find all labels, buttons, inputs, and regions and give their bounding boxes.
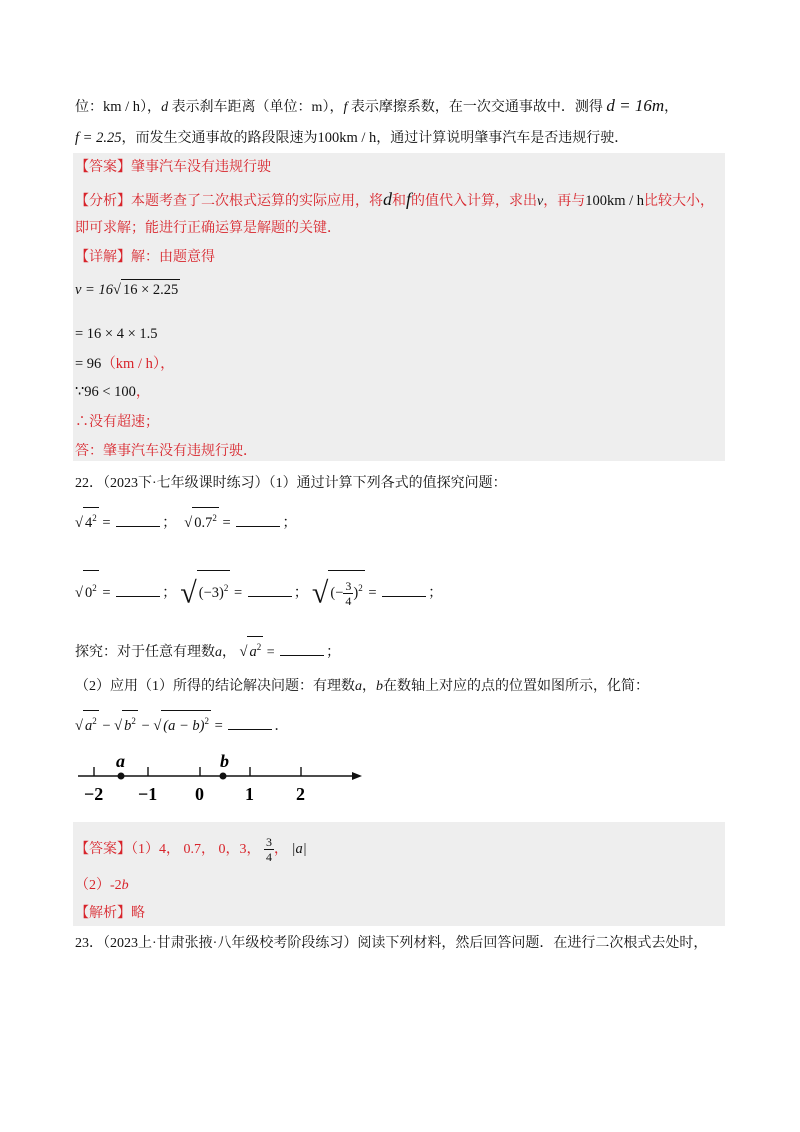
sqrt-sign: √ — [75, 717, 83, 734]
answer-label: 【答案】 — [75, 160, 131, 175]
intro-line-1 — [75, 96, 678, 118]
text: 位： — [75, 100, 103, 115]
text: 表示摩擦系数，在一次交通事故中．测得 — [347, 100, 607, 115]
var-d: d — [161, 100, 169, 115]
text: ， — [222, 644, 236, 660]
sqrt-sign: √ — [311, 576, 329, 610]
blank[interactable] — [116, 583, 160, 597]
point-a — [118, 773, 125, 780]
text: （2）应用（1）所得的结论解决问题：有理数 — [75, 679, 355, 694]
frac-num: 3 — [345, 579, 352, 593]
text: 略 — [131, 906, 145, 921]
step-5 — [75, 413, 159, 433]
text: 表示刹车距离（单位：m）， — [168, 100, 344, 115]
radicand: 16 × 2.25 — [121, 279, 180, 300]
tick-label: −1 — [138, 784, 158, 804]
abs-a: |a| — [291, 841, 307, 857]
analysis-line-2 — [75, 219, 341, 239]
analysis-label: 【分析】 — [75, 194, 131, 209]
var-d: d — [383, 189, 392, 209]
text: 的值代入计算，求出 — [411, 194, 538, 209]
q22-answer-2 — [75, 876, 129, 896]
q22-row-1: √ $4^2$ = ； √ $0.7^2$ = ； — [75, 507, 297, 533]
tick-label: 1 — [245, 784, 254, 804]
frac-num: 3 — [266, 835, 272, 850]
frac-den: 4 — [266, 850, 272, 865]
detail-line — [75, 248, 215, 268]
frac-den: 4 — [345, 594, 352, 608]
var-a: a — [215, 644, 222, 660]
sqrt-sign: √ — [184, 514, 193, 531]
step-3 — [75, 354, 175, 374]
text: 22．（2023下·七年级课时练习）（1）通过计算下列各式的值探究问题： — [75, 476, 507, 491]
speed: 100km / h — [585, 193, 645, 209]
math-d: d = 16m — [606, 96, 665, 115]
text: ，再与 — [543, 194, 586, 209]
q22-stem — [75, 474, 507, 494]
q23-stem — [75, 934, 707, 954]
intro-line-2 — [75, 128, 628, 149]
text: ，而发生交通事故的路段限速为 — [121, 131, 318, 146]
q22-answer-line — [75, 834, 307, 865]
radicand: 0 — [84, 584, 93, 601]
blank[interactable] — [236, 513, 280, 527]
text: ， — [362, 679, 376, 694]
text: 比较大小， — [644, 194, 715, 209]
unit: km / h — [103, 99, 141, 115]
var-a: a — [355, 679, 362, 694]
radicand: a — [249, 643, 257, 660]
tick-label: −2 — [84, 784, 104, 804]
text: 23．（2023上·甘肃张掖·八年级校考阶段练习）阅读下列材料，然后回答问题．在进行二次根式去处时， — [75, 936, 708, 951]
sqrt-sign: √ — [112, 282, 121, 298]
text: 答：肇事汽车没有违规行驶． — [75, 444, 257, 459]
answer-text: （1）4， 0.7， 0，3， — [131, 842, 261, 857]
blank[interactable] — [116, 513, 160, 527]
text: ，通过计算说明肇事汽车是否违规行驶． — [376, 131, 629, 146]
text: ， — [664, 100, 679, 115]
text: 在数轴上对应的点的位置如图所示，化简： — [383, 679, 649, 694]
text: ）， — [140, 100, 162, 115]
step-2 — [75, 324, 158, 344]
q22-explain — [75, 904, 145, 924]
sqrt-sign: √ — [75, 584, 83, 601]
text: ∴没有超速； — [75, 415, 159, 430]
conclusion — [75, 442, 257, 462]
label-a: a — [116, 752, 125, 771]
math: = 16 × 4 × 1.5 — [75, 326, 158, 342]
text: 即可求解；能进行正确运算是解题的关键． — [75, 221, 341, 236]
var-f: f — [343, 100, 348, 115]
q22-row-2: √ $0^2$ = ； √ $(-3)^2$ = ； √ (− $\frac{3}{4}$ )$^2$ = ； — [75, 570, 443, 610]
blank[interactable] — [228, 716, 272, 730]
text: （2）-2 — [75, 878, 122, 893]
axis-arrow — [352, 772, 362, 780]
speed: 100km / h — [317, 130, 377, 146]
sqrt-sign: √ — [114, 717, 123, 734]
var-b: b — [376, 679, 383, 694]
q22-expression: √ $a^2$ − √ $b^2$ − √ $(a - b)^2$ = ． — [75, 710, 289, 736]
answer-label: 【答案】 — [75, 842, 131, 857]
math-f: f = 2.25 — [75, 130, 122, 146]
q22-part2 — [75, 677, 649, 697]
sqrt-sign: √ — [239, 643, 248, 660]
radicand: (−3) — [198, 584, 224, 601]
text: 和 — [392, 194, 406, 209]
sqrt-sign: √ — [153, 717, 162, 734]
text: ， — [135, 384, 151, 400]
radicand: 4 — [84, 514, 93, 531]
text: 解：由题意得 — [131, 250, 215, 265]
math: = 96 — [75, 356, 102, 372]
radicand: (a − b) — [163, 717, 205, 734]
text: 本题考查了二次根式运算的实际应用，将 — [131, 194, 383, 209]
step-4 — [75, 382, 150, 402]
text: ， — [160, 356, 175, 372]
var-v: v — [537, 194, 544, 209]
number-line — [70, 752, 370, 812]
blank[interactable] — [382, 583, 426, 597]
math: v = 16 — [75, 282, 113, 298]
radicand: 0.7 — [194, 514, 213, 531]
unit: （km / h） — [101, 356, 161, 372]
tick-label: 0 — [195, 784, 204, 804]
radicand: b — [124, 717, 132, 734]
analysis-line-1 — [75, 189, 714, 212]
explain-label: 【解析】 — [75, 906, 131, 921]
var-f: f — [406, 189, 412, 209]
answer-line — [75, 158, 271, 178]
blank[interactable] — [280, 642, 324, 656]
answer-text: 肇事汽车没有违规行驶 — [131, 160, 271, 175]
text: ， — [274, 842, 288, 857]
point-b — [220, 773, 227, 780]
math: ∵96 < 100 — [75, 384, 136, 400]
q22-explore: 探究：对于任意有理数a， √ $a^2$ = ； — [75, 636, 340, 663]
radicand: a — [84, 717, 93, 734]
var-b: b — [121, 878, 129, 893]
detail-label: 【详解】 — [75, 250, 131, 265]
sqrt-sign: √ — [180, 576, 197, 610]
blank[interactable] — [248, 583, 292, 597]
step-1 — [75, 279, 180, 300]
tick-label: 2 — [296, 784, 305, 804]
label-b: b — [220, 752, 229, 771]
sqrt-sign: √ — [75, 514, 83, 531]
text: 探究：对于任意有理数 — [75, 644, 215, 660]
